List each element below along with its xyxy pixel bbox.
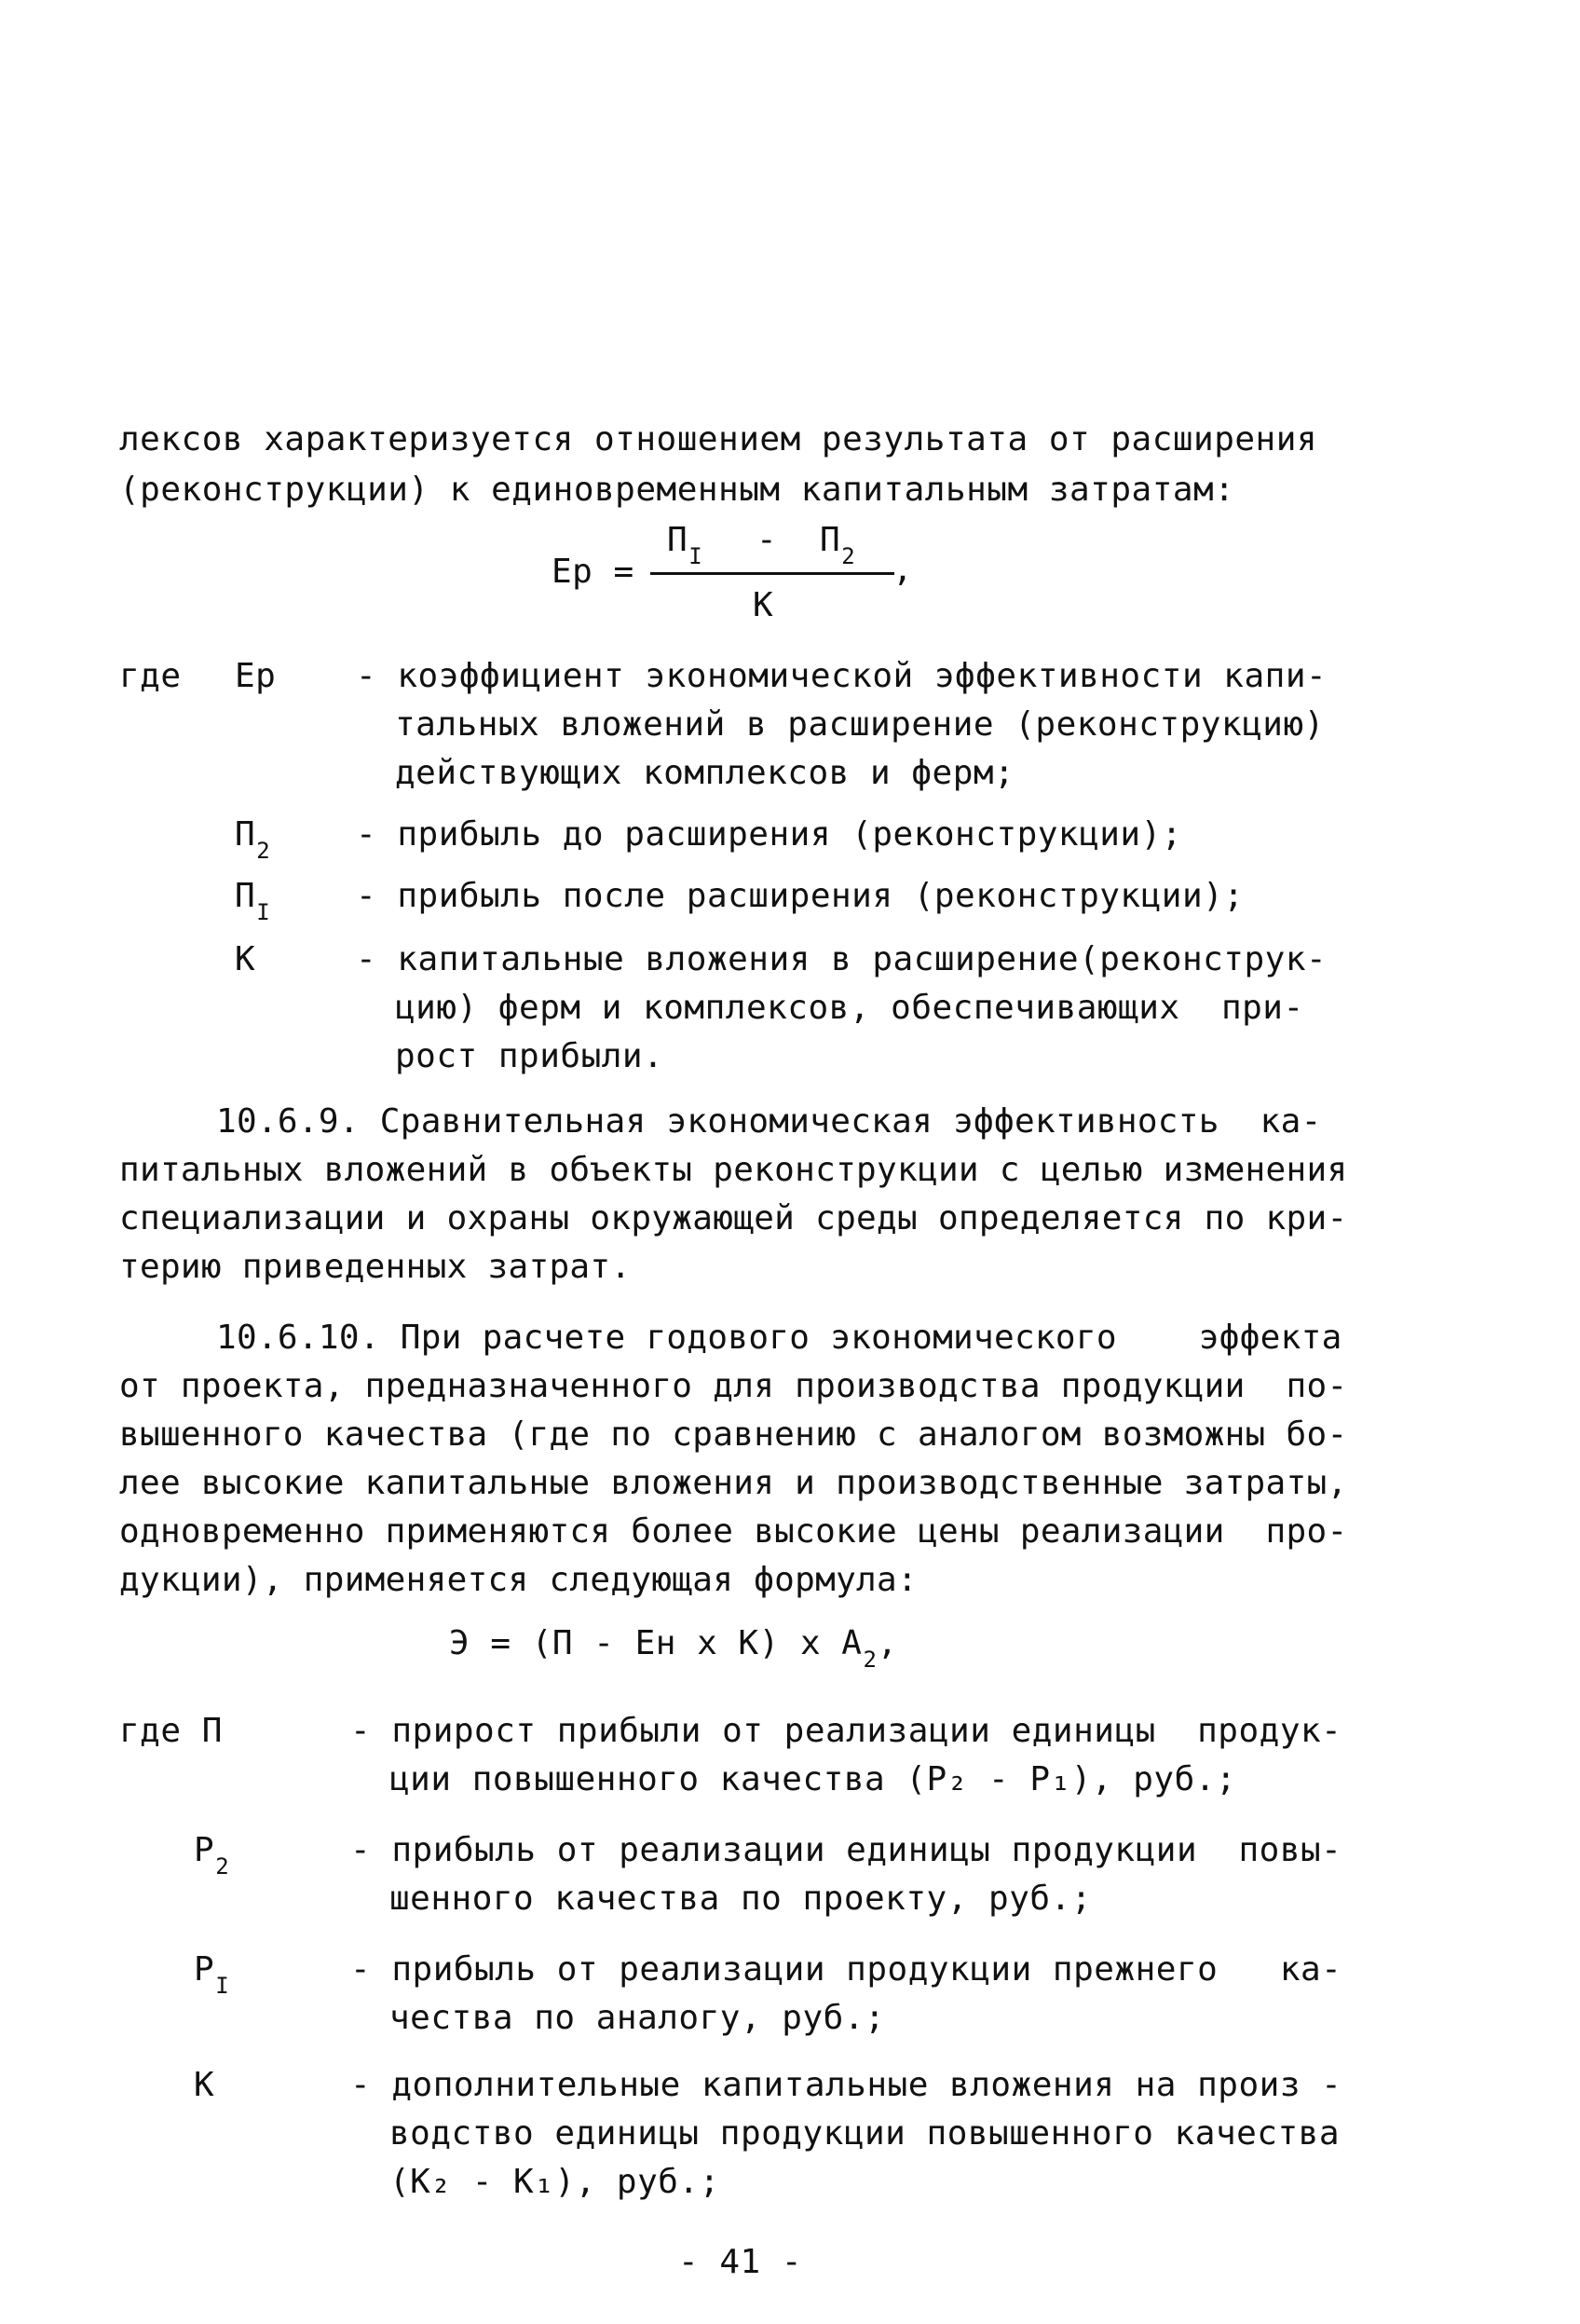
formula-comma: ,	[892, 551, 914, 589]
def-symbol-p2: $П_2$	[235, 815, 271, 864]
def-text: - прибыль до расширения (реконструкции);	[356, 815, 1182, 854]
intro-line-1: лексов характеризуется отношением результата от расширения	[119, 420, 1318, 458]
def-text: шенного качества по проекту, руб.;	[389, 1880, 1092, 1918]
where-label: где	[119, 657, 182, 695]
intro-line-2: (реконструкции) к единовременным капитальным затратам:	[119, 471, 1235, 509]
paragraph-line: специализации и охраны окружающей среды определяется по кри-	[119, 1199, 1348, 1237]
def-text: тальных вложений в расширение (реконструкцию)	[395, 705, 1325, 744]
def-text: - капитальные вложения в расширение(реконструк-	[356, 940, 1328, 978]
formula-effect: Э = (П - Ен х К) х $А_2$,	[449, 1624, 898, 1673]
paragraph-line: одновременно применяются более высокие цены реализации про-	[119, 1512, 1348, 1551]
def-text: цию) ферм и комплексов, обеспечивающих при-	[395, 989, 1304, 1027]
def-text: (К₂ - К₁), руб.;	[389, 2163, 720, 2201]
def-text: действующих комплексов и ферм;	[395, 754, 1015, 792]
def-text: - прибыль после расширения (реконструкции);	[356, 877, 1245, 915]
paragraph-line: терию приведенных затрат.	[119, 1248, 632, 1286]
def-symbol-p1: $П_I$	[235, 877, 271, 925]
def-symbol-k: К	[235, 940, 256, 978]
def-symbol-k: К	[194, 2066, 215, 2104]
paragraph-line: питальных вложений в объекты реконструкции с целью изменения	[119, 1151, 1348, 1189]
formula-minus: -	[756, 521, 778, 559]
paragraph-line: вышенного качества (где по сравнению с аналогом возможны бо-	[119, 1415, 1348, 1454]
where-label: где П	[119, 1712, 223, 1750]
def-text: - прирост прибыли от реализации единицы продук-	[350, 1712, 1342, 1750]
paragraph-line: 10.6.10. При расчете годового экономического эффекта	[216, 1319, 1342, 1357]
def-symbol-p2: $Р_2$	[194, 1831, 230, 1880]
def-text: ции повышенного качества (Р₂ - Р₁), руб.;	[389, 1760, 1237, 1798]
paragraph-line: от проекта, предназначенного для производства продукции по-	[119, 1367, 1348, 1405]
formula-numerator-b: $П_2$	[820, 521, 856, 569]
formula-numerator-a: $П_I$	[667, 521, 703, 569]
paragraph-line: дукции), применяется следующая формула:	[119, 1561, 918, 1599]
def-text: - дополнительные капитальные вложения на произ -	[350, 2066, 1342, 2104]
formula-lhs: Ер =	[552, 553, 634, 591]
formula-denominator: К	[753, 586, 774, 624]
def-text: - прибыль от реализации единицы продукции повы-	[350, 1831, 1342, 1869]
def-text: чества по аналогу, руб.;	[389, 1999, 886, 2037]
paragraph-line: 10.6.9. Сравнительная экономическая эффективность ка-	[216, 1102, 1322, 1141]
def-symbol-ep: Ер	[235, 657, 277, 695]
page-number: - 41 -	[678, 2243, 803, 2281]
def-text: - прибыль от реализации продукции прежнего ка-	[350, 1950, 1342, 1989]
def-text: рост прибыли.	[395, 1037, 664, 1075]
def-symbol-p1: $Р_I$	[194, 1950, 230, 1999]
def-text: водство единицы продукции повышенного качества	[389, 2114, 1340, 2153]
def-text: - коэффициент экономической эффективности капи-	[356, 657, 1328, 695]
fraction-bar	[650, 572, 894, 575]
paragraph-line: лее высокие капитальные вложения и производственные затраты,	[119, 1464, 1348, 1502]
